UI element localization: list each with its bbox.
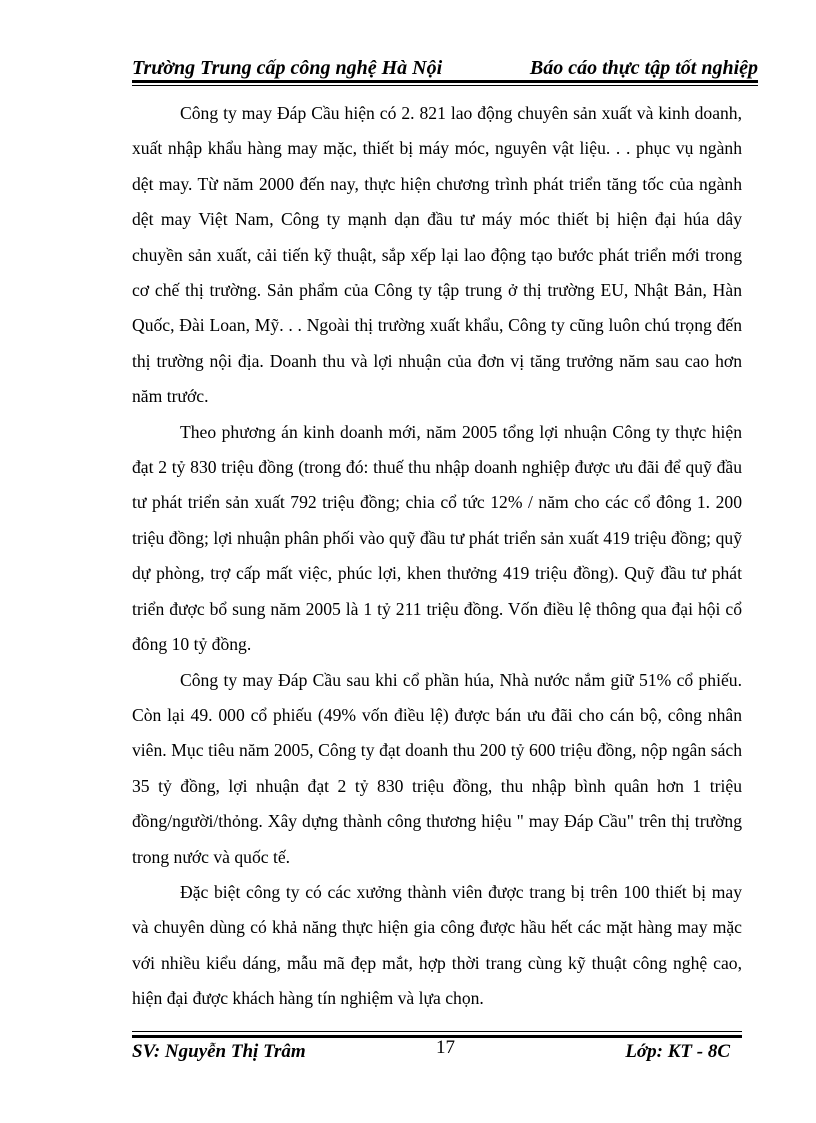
header-rule-thick (132, 80, 758, 83)
header-school-name: Trường Trung cấp công nghệ Hà Nội (132, 57, 443, 79)
paragraph-1: Công ty may Đáp Cầu hiện có 2. 821 lao động chuyên sản xuất và kinh doanh, xuất nhập khẩu hàng may mặc, thiết bị máy móc, nguyên vật liệu. . . phục vụ ngành dệt may. Từ năm 2000 đến nay, thực hiện chương trình phát triển tăng tốc của ngành dệt may Việt Nam, Công ty mạnh dạn đầu tư máy móc thiết bị hiện đại húa dây chuyền sản xuất, cải tiến kỹ thuật, sắp xếp lại lao động tạo bước phát triển mới trong cơ chế thị trường. Sản phẩm của Công ty tập trung ở thị trường EU, Nhật Bản, Hàn Quốc, Đài Loan, Mỹ. . . Ngoài thị trường xuất khẩu, Công ty cũng luôn chú trọng đến thị trường nội địa. Doanh thu và lợi nhuận của đơn vị tăng trưởng năm sau cao hơn năm trước. (132, 103, 742, 407)
page-header (132, 50, 758, 80)
footer-student-name: SV: Nguyễn Thị Trâm (132, 1041, 306, 1062)
document-body (132, 96, 742, 1017)
footer-rule-thin (132, 1031, 742, 1032)
header-report-title: Báo cáo thực tập tốt nghiệp (529, 57, 758, 79)
footer-class: Lớp: KT - 8C (625, 1041, 730, 1062)
paragraph-4: Đặc biệt công ty có các xưởng thành viên được trang bị trên 100 thiết bị may và chuyên dùng có khả năng thực hiện gia công được hầu hết các mặt hàng may mặc với nhiều kiểu dáng, mẫu mã đẹp mắt, hợp thời trang cùng kỹ thuật công nghệ cao, hiện đại được khách hàng tín nghiệm và lựa chọn. (132, 881, 742, 1009)
paragraph-2: Theo phương án kinh doanh mới, năm 2005 tổng lợi nhuận Công ty thực hiện đạt 2 tỷ 830 triệu đồng (trong đó: thuế thu nhập doanh nghiệp được ưu đãi để quỹ đầu tư phát triển sản xuất 792 triệu đồng; chia cổ tức 12% / năm cho các cổ đông 1. 200 triệu đồng; lợi nhuận phân phối vào quỹ đầu tư phát triển sản xuất 419 triệu đồng; quỹ dự phòng, trợ cấp mất việc, phúc lợi, khen thưởng 419 triệu đồng). Quỹ đầu tư phát triển được bổ sung năm 2005 là 1 tỷ 211 triệu đồng. Vốn điều lệ thông qua đại hội cổ đông 10 tỷ đồng. (132, 421, 742, 655)
header-rule-thin (132, 85, 758, 86)
page-footer (132, 1037, 730, 1066)
paragraph-3: Công ty may Đáp Cầu sau khi cổ phần húa, Nhà nước nắm giữ 51% cổ phiếu. Còn lại 49. 000 cổ phiếu (49% vốn điều lệ) được bán ưu đãi cho cán bộ, công nhân viên. Mục tiêu năm 2005, Công ty đạt doanh thu 200 tỷ 600 triệu đồng, nộp ngân sách 35 tỷ đồng, lợi nhuận đạt 2 tỷ 830 triệu đồng, thu nhập bình quân hơn 1 triệu đồng/người/thỏng. Xây dựng thành công thương hiệu " may Đáp Cầu" trên thị trường trong nước và quốc tế. (132, 669, 742, 867)
page-number: 17 (436, 1037, 455, 1058)
